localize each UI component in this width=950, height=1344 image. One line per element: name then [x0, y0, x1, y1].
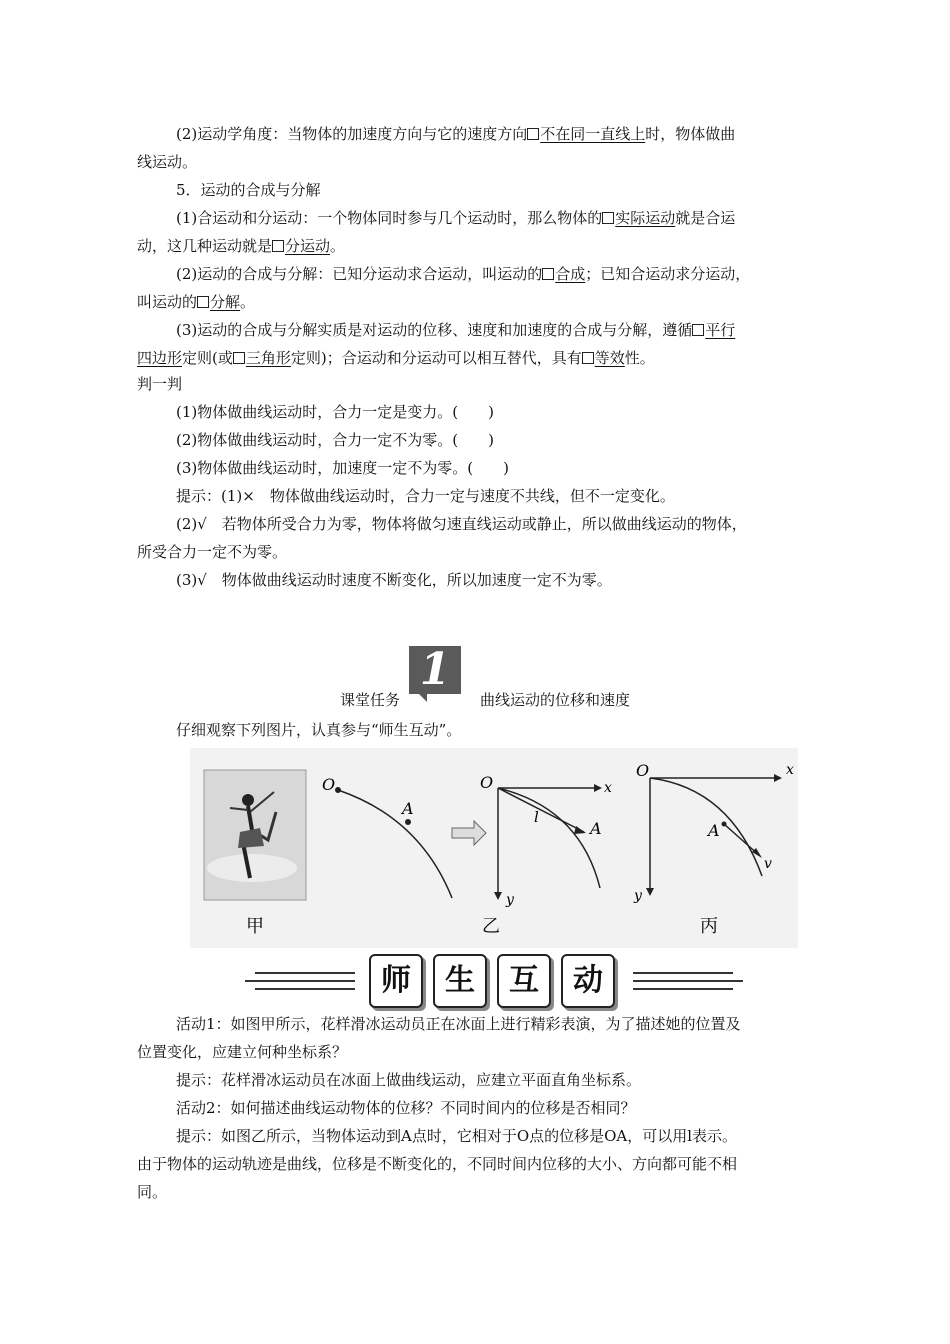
fill-blank: 四边形 [137, 349, 183, 367]
text-line: 叫运动的 分解。 [137, 293, 256, 311]
text-line: (3)运动的合成与分解实质是对运动的位移、速度和加速度的合成与分解，遵循 平行 [176, 321, 736, 339]
text-line: (2)运动的合成与分解：已知分运动求合运动，叫运动的 合成；已知合运动求分运动， [176, 265, 751, 283]
fill-blank: 分解 [197, 293, 240, 311]
text-segment: (2)运动学角度：当物体的加速度方向与它的速度方向 [176, 125, 528, 143]
label-O: O [322, 775, 336, 794]
activity-hint: 提示：如图乙所示，当物体运动到A点时，它相对于O点的位移是OA，可以用l表示。 [176, 1127, 738, 1145]
caption-b: 乙 [482, 916, 500, 937]
fill-blank: 平行 [692, 321, 735, 339]
svg-text:v: v [764, 856, 772, 872]
judge-item: (1)物体做曲线运动时，合力一定是变力。( ) [176, 403, 494, 421]
svg-text:A: A [590, 819, 602, 838]
task-intro: 仔细观察下列图片，认真参与“师生互动”。 [176, 721, 462, 739]
caption-a: 甲 [246, 916, 264, 937]
fill-blank: 实际运动 [602, 209, 675, 227]
skater-photo [204, 770, 306, 900]
text-line: 动，这几种运动就是 分运动。 [137, 237, 346, 255]
fill-blank: 合成 [542, 265, 585, 283]
banner-char: 师 [369, 954, 423, 1008]
svg-text:O: O [480, 773, 494, 792]
svg-text:x: x [786, 762, 794, 778]
judge-title: 判一判 [137, 375, 183, 393]
text-line: 四边形定则(或 三角形定则)；合运动和分运动可以相互替代，具有 等效性。 [137, 349, 655, 367]
activity-hint: 由于物体的运动轨迹是曲线，位移是不断变化的，不同时间内位移的大小、方向都可能不相 [137, 1155, 738, 1173]
svg-text:A: A [708, 821, 720, 840]
motion-figure [190, 748, 798, 948]
activity-hint: 提示：花样滑冰运动员在冰面上做曲线运动，应建立平面直角坐标系。 [176, 1071, 642, 1089]
text-line: (1)合运动和分运动：一个物体同时参与几个运动时，那么物体的 实际运动就是合运 [176, 209, 736, 227]
activity-line: 活动1：如图甲所示，花样滑冰运动员正在冰面上进行精彩表演，为了描述她的位置及 [176, 1015, 741, 1033]
hint-line: (3)√ 物体做曲线运动时速度不断变化，所以加速度一定不为零。 [176, 571, 612, 589]
fill-blank: 不在同一直线上 [527, 125, 645, 143]
section-heading: 5．运动的合成与分解 [176, 181, 321, 199]
task-label: 课堂任务 [340, 691, 401, 709]
text-line: 线运动。 [137, 153, 198, 171]
svg-text:y: y [634, 888, 642, 904]
label-A: A [402, 799, 414, 818]
svg-text:y: y [506, 892, 514, 908]
caption-c: 丙 [700, 916, 718, 937]
text-segment: 时，物体做曲 [645, 125, 736, 143]
banner-char: 互 [497, 954, 551, 1008]
text-line [176, 124, 820, 144]
activity-line: 位置变化，应建立何种坐标系？ [137, 1043, 348, 1061]
judge-item: (3)物体做曲线运动时，加速度一定不为零。( ) [176, 459, 509, 477]
svg-text:O: O [636, 761, 650, 780]
hint-line: 所受合力一定不为零。 [137, 543, 288, 561]
svg-text:x: x [604, 780, 612, 796]
judge-item: (2)物体做曲线运动时，合力一定不为零。( ) [176, 431, 494, 449]
task-number-badge: 1 [409, 646, 461, 694]
svg-text:l: l [534, 808, 539, 826]
fill-blank: 三角形 [233, 349, 291, 367]
hint-line: 提示：(1)× 物体做曲线运动时，合力一定与速度不共线，但不一定变化。 [176, 487, 675, 505]
activity-hint: 同。 [137, 1183, 168, 1201]
interaction-banner [245, 954, 745, 1008]
hint-line: (2)√ 若物体所受合力为零，物体将做匀速直线运动或静止，所以做曲线运动的物体， [176, 515, 747, 533]
task-title: 曲线运动的位移和速度 [480, 691, 631, 709]
banner-char: 动 [561, 954, 615, 1008]
activity-line: 活动2：如何描述曲线运动物体的位移？不同时间内的位移是否相同？ [176, 1099, 636, 1117]
fill-blank: 分运动 [272, 237, 330, 255]
banner-char: 生 [433, 954, 487, 1008]
fill-blank: 等效 [582, 349, 625, 367]
